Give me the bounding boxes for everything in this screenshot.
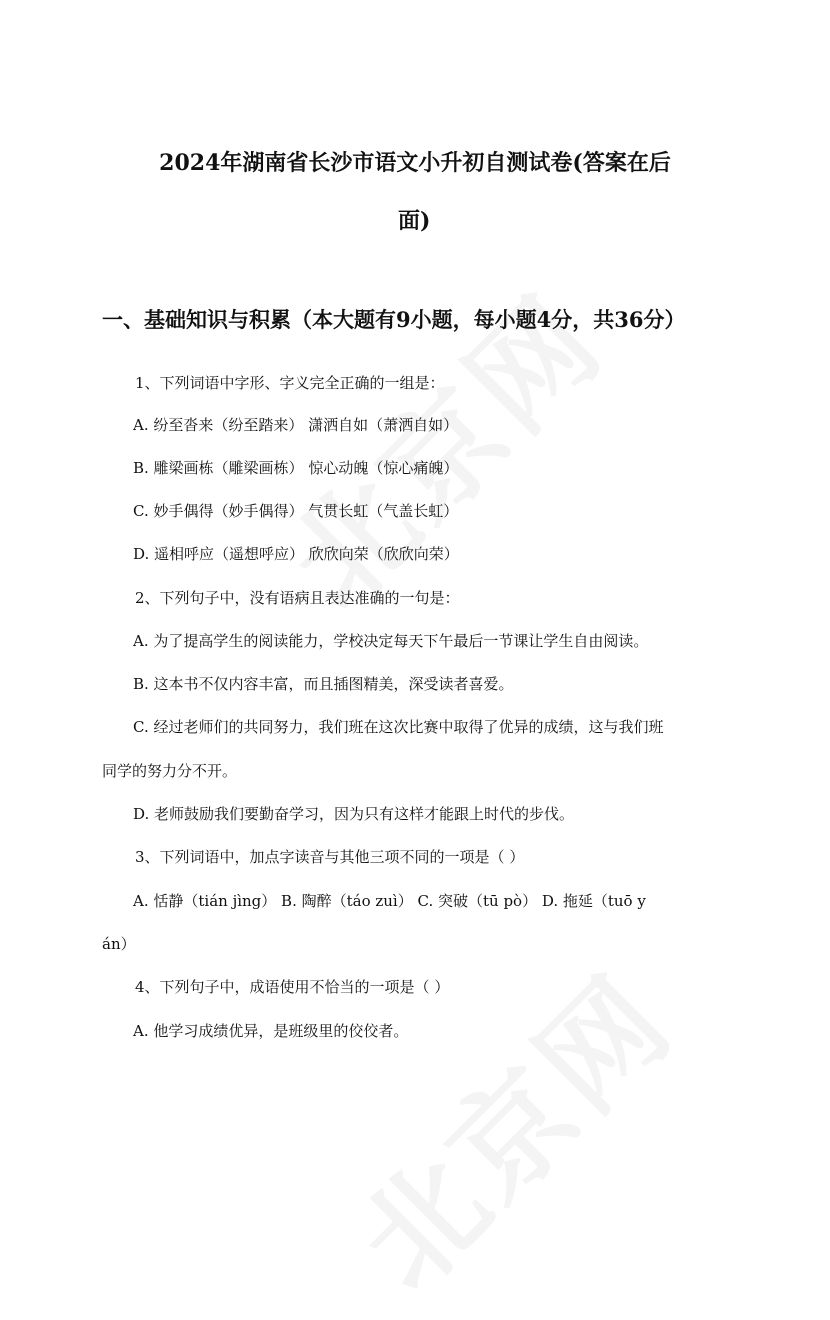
question-3-stem: 3、下列词语中，加点字读音与其他三项不同的一项是（ ） [135, 848, 525, 866]
question-2-stem: 2、下列句子中，没有语病且表达准确的一句是： [135, 589, 460, 607]
question-1-option-c: C. 妙手偶得（妙手偶得） 气贯长虹（气盖长虹） [133, 502, 459, 520]
question-2-option-a: A. 为了提高学生的阅读能力，学校决定每天下午最后一节课让学生自由阅读。 [133, 632, 649, 650]
question-1-option-d: D. 遥相呼应（遥想呼应） 欣欣向荣（欣欣向荣） [133, 545, 459, 563]
section-heading: 一、基础知识与积累（本大题有9小题，每小题4分，共36分） [102, 307, 686, 332]
question-4-option-a: A. 他学习成绩优异，是班级里的佼佼者。 [133, 1022, 409, 1040]
question-1-stem: 1、下列词语中字形、字义完全正确的一组是： [135, 374, 445, 392]
question-2-option-c: C. 经过老师们的共同努力，我们班在这次比赛中取得了优异的成绩，这与我们班 [133, 718, 664, 736]
page-title-line-1: 2024年湖南省长沙市语文小升初自测试卷(答案在后 [159, 150, 671, 176]
question-1-option-b: B. 雕梁画栋（雕梁画栋） 惊心动魄（惊心痛魄） [133, 459, 459, 477]
question-3-options: A. 恬静（tián jìng） B. 陶醉（táo zuì） C. 突破（tū pò） D. 拖延（tuō y [133, 892, 646, 910]
question-4-stem: 4、下列句子中，成语使用不恰当的一项是（ ） [135, 978, 450, 996]
question-2-option-c-continued: 同学的努力分不开。 [102, 762, 238, 780]
question-2-option-b: B. 这本书不仅内容丰富，而且插图精美，深受读者喜爱。 [133, 675, 514, 693]
question-1-option-a: A. 纷至沓来（纷至踏来） 潇洒自如（萧洒自如） [133, 416, 459, 434]
page-title-line-2: 面) [398, 208, 431, 234]
question-2-option-d: D. 老师鼓励我们要勤奋学习，因为只有这样才能跟上时代的步伐。 [133, 805, 575, 823]
question-3-options-continued: án） [102, 935, 136, 953]
